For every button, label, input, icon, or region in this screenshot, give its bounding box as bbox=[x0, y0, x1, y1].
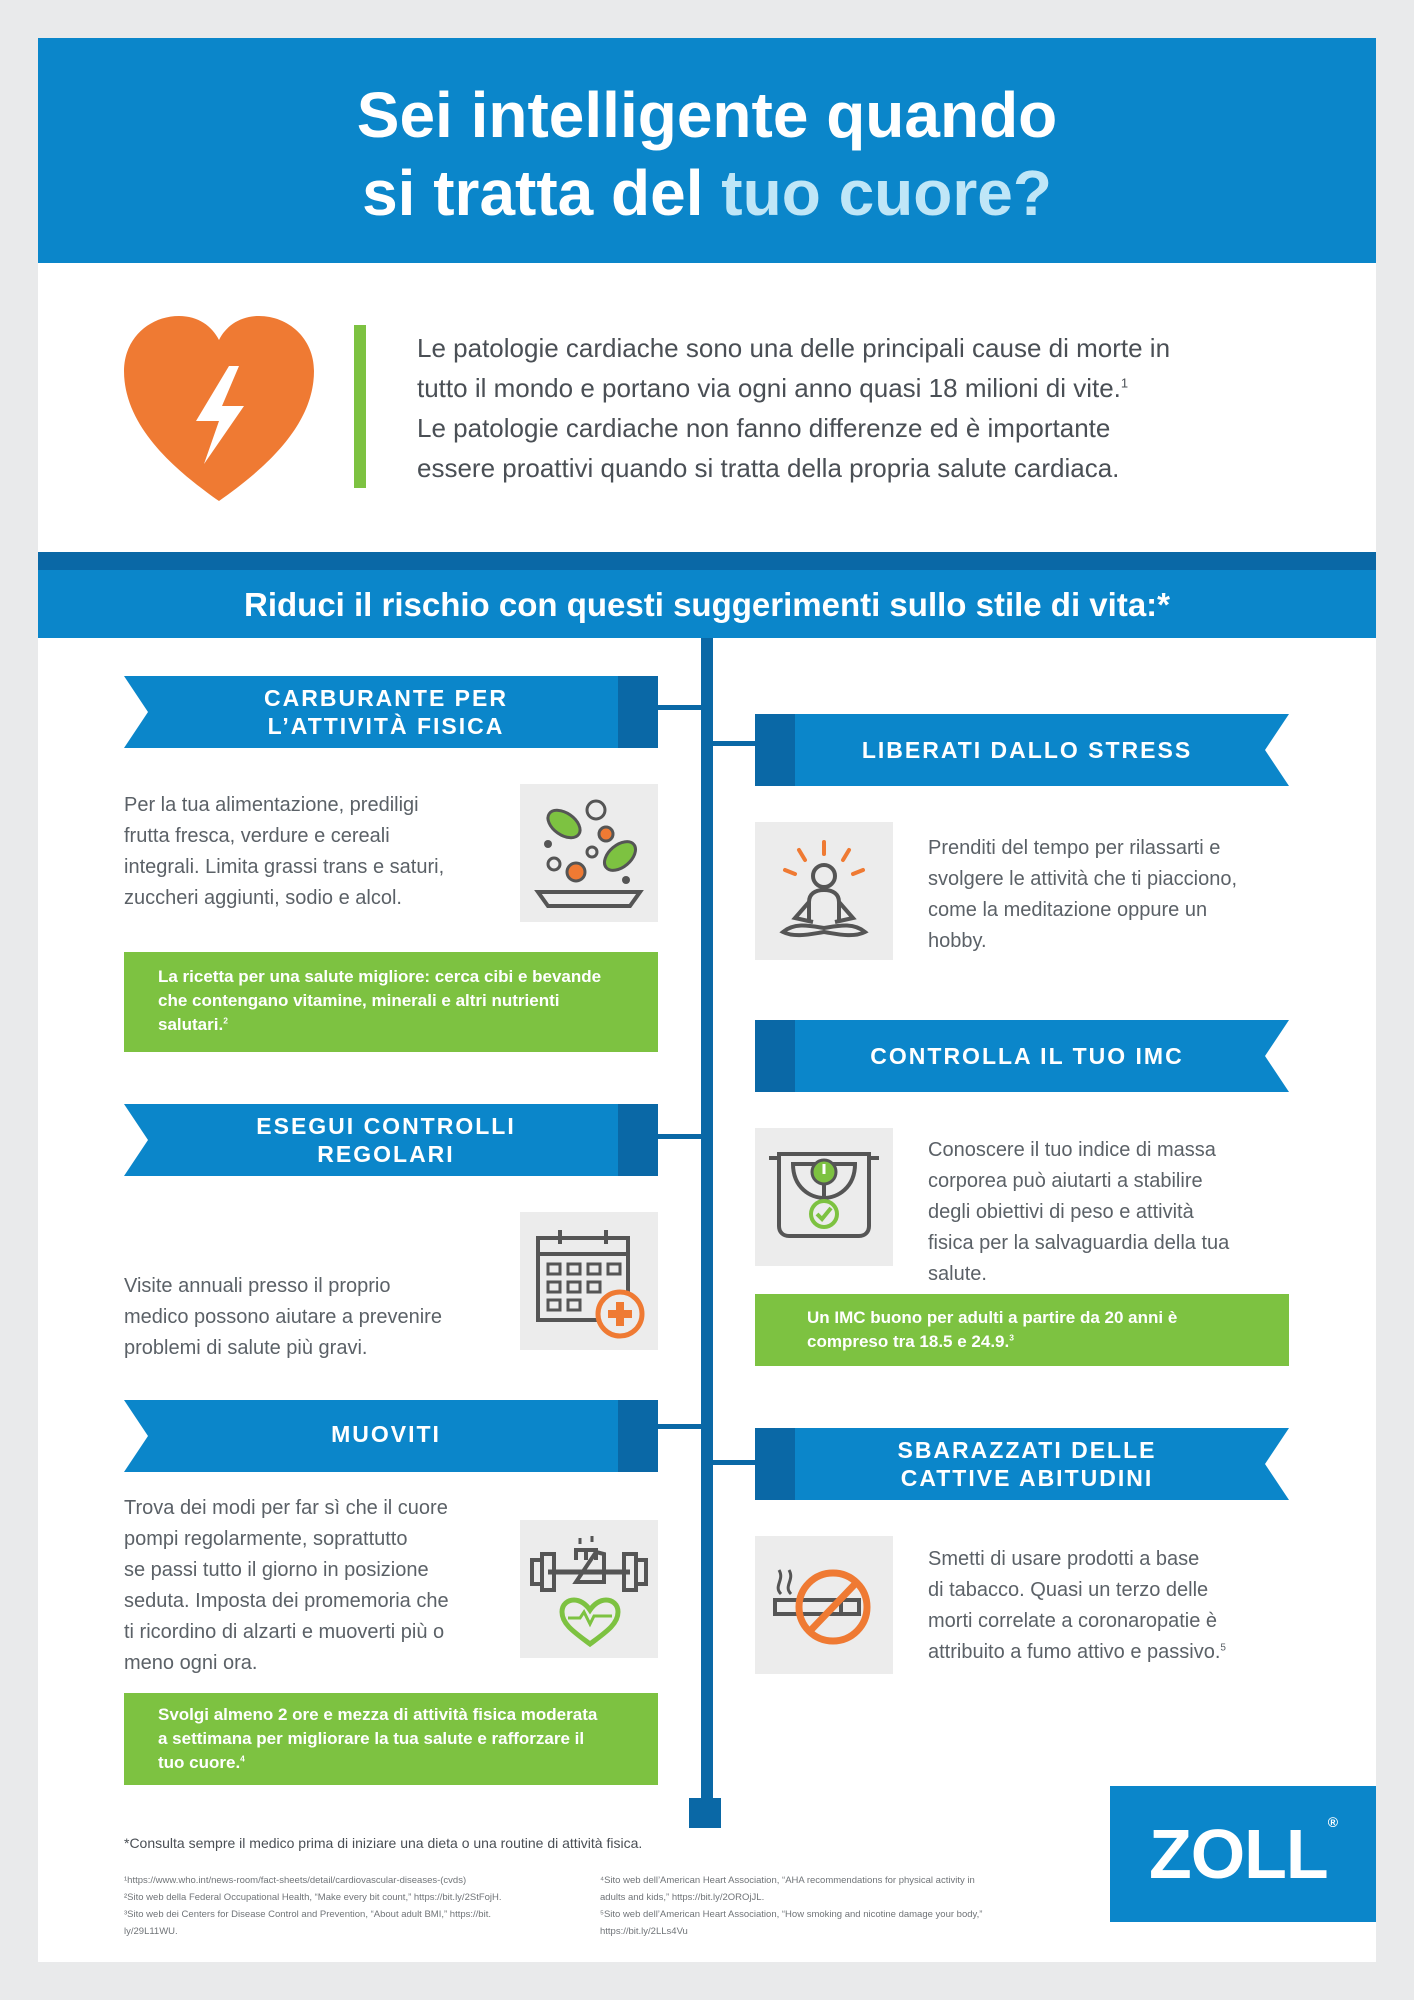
note-line: La ricetta per una salute migliore: cerca cibi e bevande bbox=[158, 967, 602, 986]
ref-mark: 3 bbox=[1009, 1332, 1014, 1343]
meditation-icon bbox=[755, 822, 893, 960]
header-banner bbox=[38, 38, 1376, 263]
icon-box-fuel bbox=[520, 784, 658, 922]
tip-text-line: Prenditi del tempo per rilassarti e bbox=[928, 837, 1221, 859]
tip-text-checkups bbox=[124, 1271, 442, 1364]
salad-bowl-icon bbox=[520, 784, 658, 922]
tip-text-line: ti ricordino di alzarti e muoverti più o bbox=[124, 1621, 445, 1643]
icon-box-bmi bbox=[755, 1128, 893, 1266]
tip-text-line: seduta. Imposta dei promemoria che bbox=[124, 1590, 449, 1612]
reference-line: ⁴Sito web dell’American Heart Association, “AHA recommendations for physical activity in bbox=[600, 1875, 975, 1886]
tip-title-line: ESEGUI CONTROLLI bbox=[256, 1113, 516, 1139]
tip-text-line: Conoscere il tuo indice di massa bbox=[928, 1139, 1216, 1161]
reference-line: adults and kids,” https://bit.ly/2OROjJL. bbox=[600, 1892, 765, 1903]
tip-text-line: pompi regolarmente, soprattutto bbox=[124, 1528, 408, 1550]
note-line bbox=[158, 1751, 597, 1775]
tip-text-line: Visite annuali presso il proprio bbox=[124, 1275, 391, 1297]
tip-note-fuel bbox=[124, 952, 658, 1052]
tip-text-line: Per la tua alimentazione, prediligi bbox=[124, 794, 419, 816]
note-line: che contengano vitamine, minerali e altri nutrienti bbox=[158, 991, 560, 1010]
tip-text-line: corporea può aiutarti a stabilire bbox=[928, 1170, 1203, 1192]
logo-text bbox=[1110, 1814, 1376, 1894]
no-smoking-icon bbox=[755, 1536, 893, 1674]
intro-line: Le patologie cardiache non fanno differenze ed è importante bbox=[417, 413, 1111, 443]
tip-text-line: integrali. Limita grassi trans e saturi, bbox=[124, 856, 445, 878]
references-right bbox=[600, 1872, 982, 1940]
intro-line: Le patologie cardiache sono una delle principali cause di morte in bbox=[417, 333, 1171, 363]
dumbbell-heart-icon bbox=[520, 1520, 658, 1658]
timeline-branch bbox=[658, 1134, 707, 1139]
tip-title-line: REGOLARI bbox=[317, 1141, 455, 1167]
tip-text-line: medico possono aiutare a prevenire bbox=[124, 1306, 442, 1328]
tip-text-line: salute. bbox=[928, 1263, 987, 1285]
infographic-page bbox=[38, 38, 1376, 1962]
ref-mark: 2 bbox=[223, 1015, 228, 1026]
tips-header-banner bbox=[38, 552, 1376, 638]
intro-line bbox=[417, 368, 1317, 408]
page-title-line2-start: si tratta del bbox=[362, 157, 722, 229]
tip-text-habits bbox=[928, 1544, 1226, 1668]
tip-ribbon-stress bbox=[755, 714, 1289, 786]
tip-text-stress bbox=[928, 833, 1237, 957]
note-line: Un IMC buono per adulti a partire da 20 anni è bbox=[807, 1308, 1178, 1327]
tip-text-line: svolgere le attività che ti piacciono, bbox=[928, 868, 1238, 890]
tips-header-stripe bbox=[38, 552, 1376, 570]
ref-mark: 4 bbox=[240, 1753, 245, 1764]
icon-box-checkups bbox=[520, 1212, 658, 1350]
tip-text-bmi bbox=[928, 1135, 1229, 1290]
tips-header-title: Riduci il rischio con questi suggerimenti sullo stile di vita:* bbox=[244, 586, 1170, 623]
tip-note-bmi bbox=[755, 1294, 1289, 1366]
logo-registered-mark: ® bbox=[1327, 1814, 1338, 1830]
disclaimer-footnote: *Consulta sempre il medico prima di iniziare una dieta o una routine di attività fisica. bbox=[124, 1835, 643, 1851]
references-left bbox=[124, 1872, 502, 1940]
tip-title: LIBERATI DALLO STRESS bbox=[861, 737, 1193, 763]
note-line-text: salutari. bbox=[158, 1015, 224, 1034]
icon-box-habits bbox=[755, 1536, 893, 1674]
tip-text-fuel bbox=[124, 790, 444, 914]
tip-title bbox=[154, 1104, 618, 1176]
note-line bbox=[158, 1013, 601, 1037]
tip-text-line: frutta fresca, verdure e cereali bbox=[124, 825, 390, 847]
timeline-branch bbox=[658, 705, 707, 710]
note-line: a settimana per migliorare la tua salute e rafforzare il bbox=[158, 1729, 585, 1748]
reference-line: ly/29L11WU. bbox=[124, 1926, 178, 1937]
reference-line: ⁵Sito web dell’American Heart Association, “How smoking and nicotine damage your body,” bbox=[600, 1909, 983, 1920]
note-line-text: compreso tra 18.5 e 24.9. bbox=[807, 1332, 1010, 1351]
tip-text-line-text: attribuito a fumo attivo e passivo. bbox=[928, 1641, 1221, 1663]
reference-line: ¹https://www.who.int/news-room/fact-sheets/detail/cardiovascular-diseases-(cvds) bbox=[124, 1875, 467, 1886]
intro-text bbox=[417, 328, 1317, 488]
heart-defibrillator-icon bbox=[124, 316, 314, 501]
tip-title: MUOVITI bbox=[331, 1421, 441, 1447]
tip-ribbon-habits bbox=[755, 1428, 1289, 1500]
tip-text-move bbox=[124, 1493, 449, 1679]
page-title-line1: Sei intelligente quando bbox=[356, 79, 1058, 151]
scale-icon bbox=[755, 1128, 893, 1266]
intro-line: essere proattivi quando si tratta della propria salute cardiaca. bbox=[417, 453, 1120, 483]
ref-mark: 5 bbox=[1220, 1642, 1226, 1654]
tip-text-line: zuccheri aggiunti, sodio e alcol. bbox=[124, 887, 402, 909]
tip-title-line: CARBURANTE PER bbox=[264, 685, 508, 711]
icon-box-stress bbox=[755, 822, 893, 960]
zoll-logo bbox=[1110, 1786, 1376, 1922]
page-title-line2 bbox=[38, 154, 1376, 232]
tip-text-line: di tabacco. Quasi un terzo delle bbox=[928, 1579, 1209, 1601]
tip-text-line: se passi tutto il giorno in posizione bbox=[124, 1559, 429, 1581]
tip-note-move bbox=[124, 1693, 658, 1785]
note-line: Svolgi almeno 2 ore e mezza di attività fisica moderata bbox=[158, 1705, 598, 1724]
calendar-medical-icon bbox=[520, 1212, 658, 1350]
tip-text-line: come la meditazione oppure un bbox=[928, 899, 1208, 921]
tip-title-line: L’ATTIVITÀ FISICA bbox=[267, 713, 505, 739]
logo-wordmark: ZOLL bbox=[1148, 1815, 1328, 1893]
tip-title-line: SBARAZZATI DELLE bbox=[897, 1437, 1157, 1463]
tip-title: CONTROLLA IL TUO IMC bbox=[870, 1043, 1184, 1069]
reference-line: ²Sito web della Federal Occupational Health, “Make every bit count,” https://bit.ly/2StFojH. bbox=[124, 1892, 502, 1903]
reference-line: ³Sito web dei Centers for Disease Control and Prevention, “About adult BMI,” https://bit. bbox=[124, 1909, 491, 1920]
tip-ribbon-fuel bbox=[124, 676, 658, 748]
tip-text-line: degli obiettivi di peso e attività bbox=[928, 1201, 1194, 1223]
tip-ribbon-checkups bbox=[124, 1104, 658, 1176]
tip-text-line bbox=[928, 1637, 1226, 1668]
icon-box-move bbox=[520, 1520, 658, 1658]
timeline-branch bbox=[658, 1424, 707, 1429]
note-line-text: tuo cuore. bbox=[158, 1753, 241, 1772]
page-title-accent: tuo cuore? bbox=[721, 157, 1052, 229]
note-line bbox=[807, 1330, 1177, 1354]
timeline-end-marker bbox=[689, 1798, 721, 1828]
ref-mark: 1 bbox=[1120, 375, 1129, 391]
tip-title bbox=[154, 676, 618, 748]
tip-text-line: morti correlate a coronaropatie è bbox=[928, 1610, 1218, 1632]
tip-text-line: hobby. bbox=[928, 930, 987, 952]
tip-text-line: fisica per la salvaguardia della tua bbox=[928, 1232, 1230, 1254]
tip-text-line: Trova dei modi per far sì che il cuore bbox=[124, 1497, 448, 1519]
tip-text-line: problemi di salute più gravi. bbox=[124, 1337, 368, 1359]
timeline-branch bbox=[707, 741, 755, 746]
reference-line: https://bit.ly/2LLs4Vu bbox=[600, 1926, 688, 1937]
tip-ribbon-bmi bbox=[755, 1020, 1289, 1092]
intro-divider bbox=[354, 325, 366, 488]
timeline-branch bbox=[707, 1460, 755, 1465]
tip-text-line: meno ogni ora. bbox=[124, 1652, 258, 1674]
tip-title-line: CATTIVE ABITUDINI bbox=[900, 1465, 1154, 1491]
timeline-spine bbox=[701, 638, 713, 1803]
tip-ribbon-move bbox=[124, 1400, 658, 1472]
intro-line-text: tutto il mondo e portano via ogni anno quasi 18 milioni di vite. bbox=[417, 373, 1121, 403]
tip-text-line: Smetti di usare prodotti a base bbox=[928, 1548, 1200, 1570]
tip-title bbox=[795, 1428, 1259, 1500]
